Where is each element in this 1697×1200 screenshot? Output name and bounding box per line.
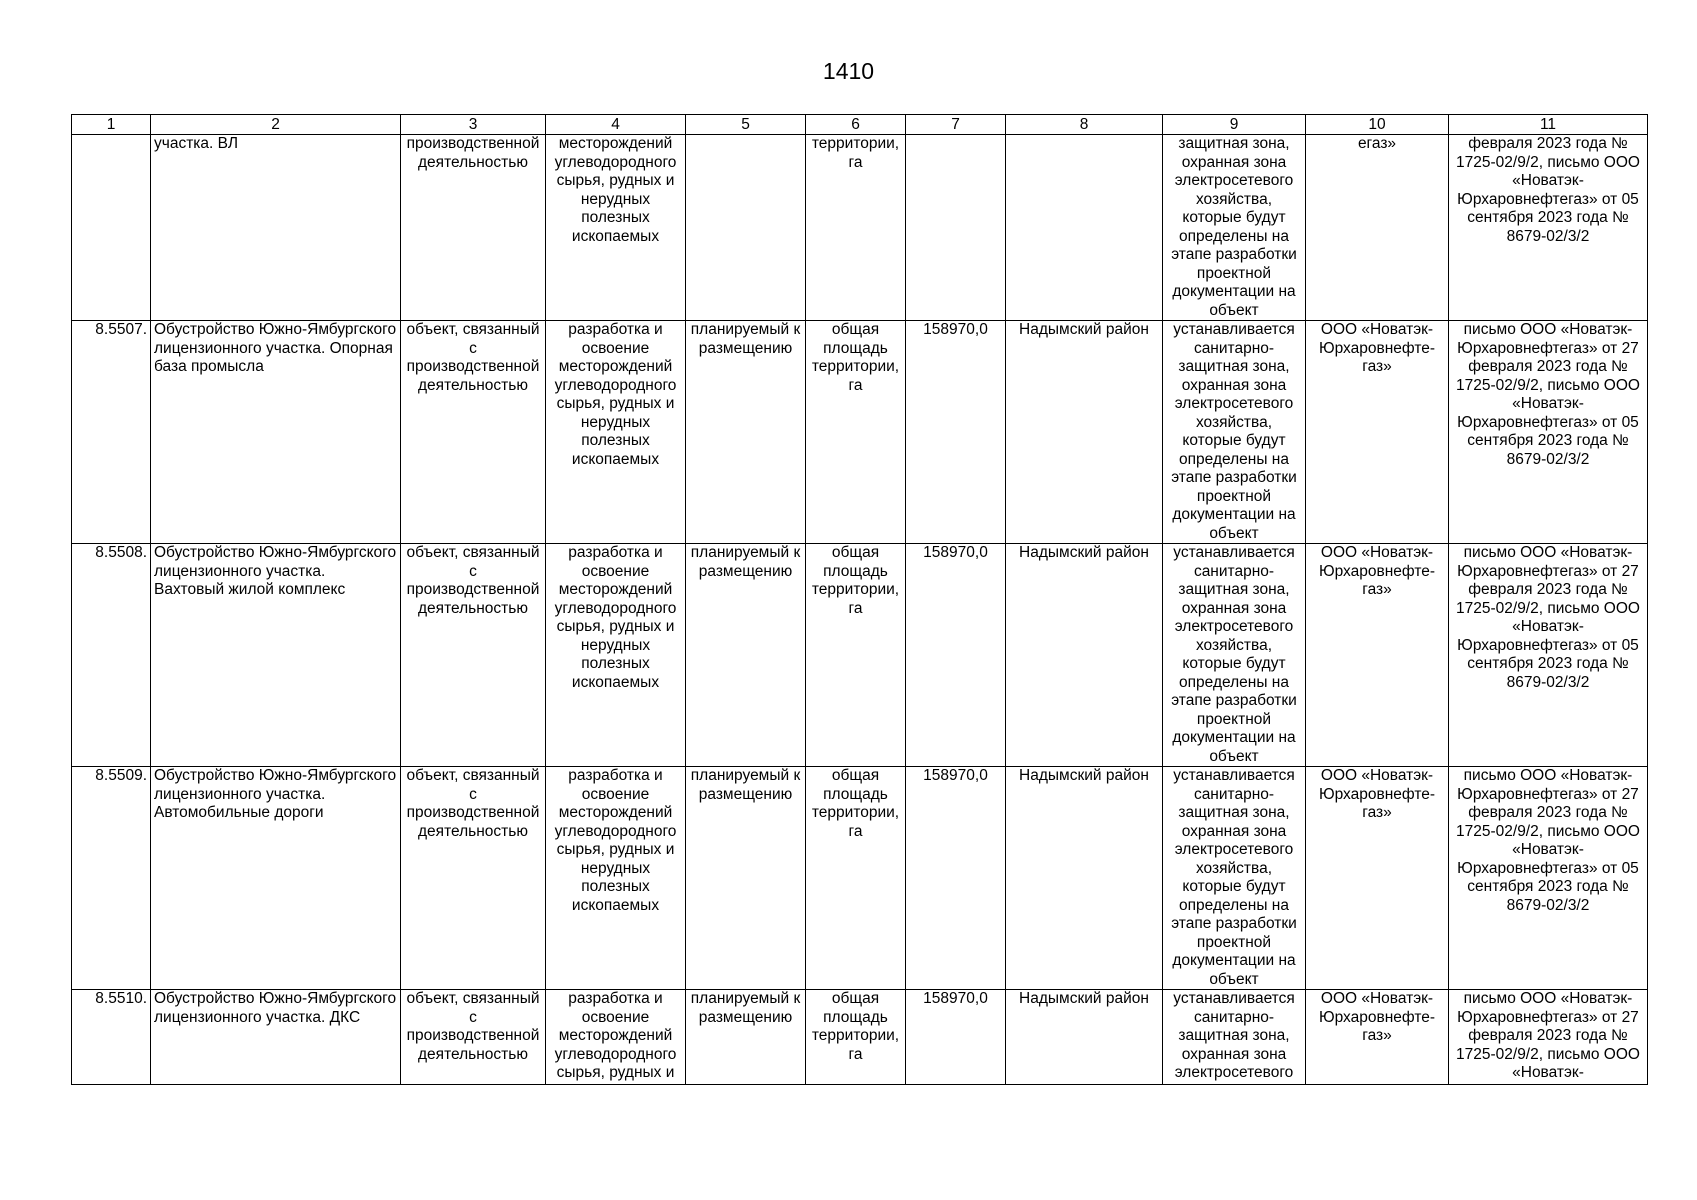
cell-area: 158970,0	[906, 544, 1006, 767]
column-header-3: 3	[401, 115, 546, 135]
cell-location: Надымский район	[1006, 544, 1163, 767]
cell-characteristic: общая площадь территории, га	[806, 544, 906, 767]
cell-status	[686, 135, 806, 321]
cell-purpose: разработка и освоение месторождений углеводородного сырья, рудных и	[546, 990, 686, 1085]
column-header-7: 7	[906, 115, 1006, 135]
header-row	[72, 115, 1648, 135]
cell-area	[906, 135, 1006, 321]
cell-object-type: объект, связанный с производственной деятельностью	[401, 321, 546, 544]
cell-zones: устанавливается санитарно-защитная зона, охранная зона электросетевого	[1163, 990, 1306, 1085]
table-row	[72, 767, 1648, 990]
cell-zones: устанавливается санитарно-защитная зона, охранная зона электросетевого хозяйства, которые будут определены на этапе разработки проектной документации на объект	[1163, 767, 1306, 990]
cell-organization: ООО «Новатэк-Юрхаровнефте-газ»	[1306, 321, 1449, 544]
table-row-continuation	[72, 135, 1648, 321]
cell-purpose: разработка и освоение месторождений углеводородного сырья, рудных и нерудных полезных ископаемых	[546, 544, 686, 767]
cell-basis: февраля 2023 года № 1725-02/9/2, письмо ООО «Новатэк-Юрхаровнефтегаз» от 05 сентября 2023 года № 8679-02/3/2	[1449, 135, 1648, 321]
column-header-8: 8	[1006, 115, 1163, 135]
cell-object-type: производственной деятельностью	[401, 135, 546, 321]
cell-purpose: месторождений углеводородного сырья, рудных и нерудных полезных ископаемых	[546, 135, 686, 321]
cell-object-name: Обустройство Южно-Ямбургского лицензионного участка. ДКС	[151, 990, 401, 1085]
cell-characteristic: общая площадь территории, га	[806, 321, 906, 544]
cell-status: планируемый к размещению	[686, 321, 806, 544]
cell-characteristic: общая площадь территории, га	[806, 990, 906, 1085]
cell-organization: егаз»	[1306, 135, 1449, 321]
column-header-11: 11	[1449, 115, 1648, 135]
cell-characteristic: общая площадь территории, га	[806, 767, 906, 990]
cell-area: 158970,0	[906, 990, 1006, 1085]
registry-table	[71, 114, 1648, 1085]
cell-object-type: объект, связанный с производственной деятельностью	[401, 544, 546, 767]
cell-object-name: Обустройство Южно-Ямбургского лицензионного участка. Опорная база промысла	[151, 321, 401, 544]
cell-zones: устанавливается санитарно-защитная зона, охранная зона электросетевого хозяйства, которые будут определены на этапе разработки проектной документации на объект	[1163, 544, 1306, 767]
cell-object-name: Обустройство Южно-Ямбургского лицензионного участка. Вахтовый жилой комплекс	[151, 544, 401, 767]
cell-purpose: разработка и освоение месторождений углеводородного сырья, рудных и нерудных полезных ископаемых	[546, 767, 686, 990]
cell-zones: устанавливается санитарно-защитная зона, охранная зона электросетевого хозяйства, которые будут определены на этапе разработки проектной документации на объект	[1163, 321, 1306, 544]
cell-object-type: объект, связанный с производственной деятельностью	[401, 990, 546, 1085]
cell-organization: ООО «Новатэк-Юрхаровнефте-газ»	[1306, 544, 1449, 767]
column-header-4: 4	[546, 115, 686, 135]
cell-area: 158970,0	[906, 767, 1006, 990]
cell-location	[1006, 135, 1163, 321]
cell-number: 8.5507.	[72, 321, 151, 544]
column-header-10: 10	[1306, 115, 1449, 135]
cell-location: Надымский район	[1006, 990, 1163, 1085]
cell-status: планируемый к размещению	[686, 990, 806, 1085]
column-header-5: 5	[686, 115, 806, 135]
cell-object-name: Обустройство Южно-Ямбургского лицензионного участка. Автомобильные дороги	[151, 767, 401, 990]
cell-number	[72, 135, 151, 321]
cell-organization: ООО «Новатэк-Юрхаровнефте-газ»	[1306, 990, 1449, 1085]
cell-object-type: объект, связанный с производственной деятельностью	[401, 767, 546, 990]
cell-basis: письмо ООО «Новатэк-Юрхаровнефтегаз» от 27 февраля 2023 года № 1725-02/9/2, письмо ООО «Новатэк-Юрхаровнефтегаз» от 05 сентября 2023 года № 8679-02/3/2	[1449, 544, 1648, 767]
cell-object-name: участка. ВЛ	[151, 135, 401, 321]
cell-number: 8.5510.	[72, 990, 151, 1085]
cell-status: планируемый к размещению	[686, 544, 806, 767]
cell-basis: письмо ООО «Новатэк-Юрхаровнефтегаз» от 27 февраля 2023 года № 1725-02/9/2, письмо ООО «Новатэк-Юрхаровнефтегаз» от 05 сентября 2023 года № 8679-02/3/2	[1449, 321, 1648, 544]
table-row	[72, 544, 1648, 767]
cell-area: 158970,0	[906, 321, 1006, 544]
column-header-1: 1	[72, 115, 151, 135]
column-header-6: 6	[806, 115, 906, 135]
cell-location: Надымский район	[1006, 767, 1163, 990]
cell-characteristic: территории, га	[806, 135, 906, 321]
cell-basis: письмо ООО «Новатэк-Юрхаровнефтегаз» от 27 февраля 2023 года № 1725-02/9/2, письмо ООО «Новатэк-Юрхаровнефтегаз» от 05 сентября 2023 года № 8679-02/3/2	[1449, 767, 1648, 990]
cell-zones: защитная зона, охранная зона электросетевого хозяйства, которые будут определены на этапе разработки проектной документации на объект	[1163, 135, 1306, 321]
page-number: 1410	[822, 58, 875, 84]
cell-basis: письмо ООО «Новатэк-Юрхаровнефтегаз» от 27 февраля 2023 года № 1725-02/9/2, письмо ООО «Новатэк-	[1449, 990, 1648, 1085]
cell-location: Надымский район	[1006, 321, 1163, 544]
cell-organization: ООО «Новатэк-Юрхаровнефте-газ»	[1306, 767, 1449, 990]
cell-purpose: разработка и освоение месторождений углеводородного сырья, рудных и нерудных полезных ископаемых	[546, 321, 686, 544]
table-row	[72, 321, 1648, 544]
cell-number: 8.5509.	[72, 767, 151, 990]
cell-number: 8.5508.	[72, 544, 151, 767]
column-header-9: 9	[1163, 115, 1306, 135]
cell-status: планируемый к размещению	[686, 767, 806, 990]
column-header-2: 2	[151, 115, 401, 135]
table-row	[72, 990, 1648, 1085]
